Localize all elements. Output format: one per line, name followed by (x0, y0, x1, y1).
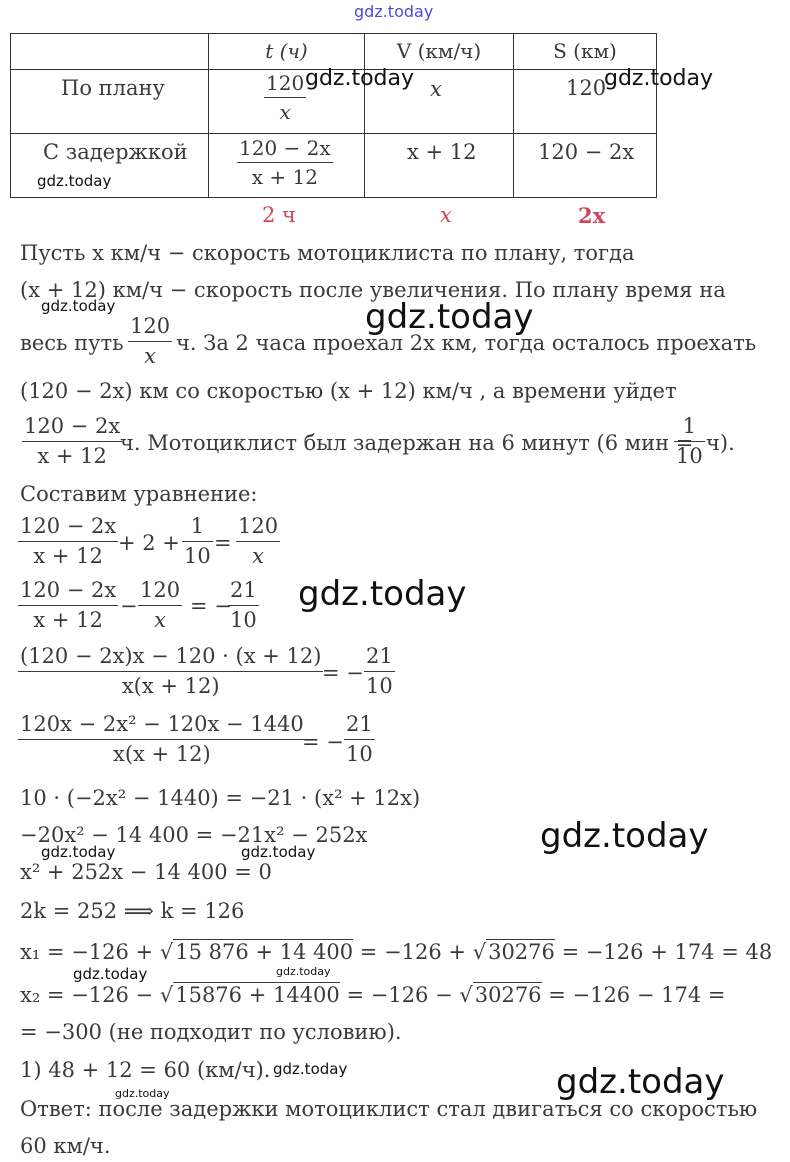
watermark: gdz.today (556, 1062, 725, 1102)
eq3-frac2: $\frac{21}{10}$ (366, 644, 393, 698)
watermark: gdz.today (365, 297, 534, 337)
eq12: 1) 48 + 12 = 60 (км/ч). (20, 1058, 271, 1082)
text-line-3a: весь путь (20, 331, 124, 355)
eq6: −20x² − 14 400 = −21x² − 252x (20, 823, 368, 847)
watermark: gdz.today (241, 843, 316, 861)
table-cell-row2-label: С задержкой gdz.today (11, 134, 209, 198)
eq4-frac1: $\frac{\text{120x − 2x² − 120x − 1440}}{x(x + 12)}$ (20, 712, 304, 766)
eq4-equals: = − (302, 730, 344, 754)
watermark: gdz.today (298, 574, 467, 614)
eq1-frac3: $\frac{120}{x}$ (238, 514, 279, 568)
eq5: 10 · (−2x² − 1440) = −21 · (x² + 12x) (20, 786, 421, 810)
eq3-frac1: $\frac{(120 - 2x)x - 120 \cdot (x + 12)}{x(x + 12)}$ (20, 644, 322, 698)
text-line-4: (120 − 2x) км со скоростью (x + 12) км/ч , а времени уйдет (20, 379, 677, 403)
watermark: gdz.today (540, 816, 709, 856)
table-header-empty (11, 34, 209, 70)
fraction-1-10: $\frac{1}{10}$ (676, 414, 703, 468)
watermark: gdz.today (37, 172, 112, 190)
watermark: gdz.today (305, 66, 415, 91)
eq1-mid: + 2 + (118, 531, 180, 555)
text-line-5b: ч. Мотоциклист был задержан на 6 минут (6 мин = (120, 431, 694, 455)
eq10-x2: x₂ = −126 − √15876 + 14400 = −126 − √30276 = −126 − 174 = (20, 983, 726, 1007)
watermark: gdz.today (273, 1060, 348, 1078)
eq1-frac1: $\frac{120 - 2x}{x + 12}$ (20, 514, 117, 568)
eq2-frac3: $\frac{21}{10}$ (230, 578, 257, 632)
eq2-minus: − (120, 594, 138, 618)
under-label-distance: 2x (578, 203, 606, 228)
text-line-1: Пусть x км/ч − скорость мотоциклиста по плану, тогда (20, 241, 635, 265)
table-cell-row1-label: По плану (11, 70, 209, 134)
watermark: gdz.today (604, 66, 714, 91)
fraction-120-x: $\frac{120}{x}$ (130, 314, 171, 368)
table-header-s: S (км) (514, 34, 657, 70)
eq11: = −300 (не подходит по условию). (20, 1020, 402, 1044)
answer-line-1: Ответ: после задержки мотоциклист стал двигаться со скоростью (20, 1097, 758, 1121)
watermark: gdz.today (276, 965, 331, 978)
eq2-frac1: $\frac{120 - 2x}{x + 12}$ (20, 578, 117, 632)
answer-line-2: 60 км/ч. (20, 1134, 111, 1158)
table-cell-row1-t: $\frac{120}{x}$ (209, 70, 365, 134)
eq1-equals: = (214, 531, 232, 555)
watermark: gdz.today (73, 965, 148, 983)
eq8: 2k = 252 ⟹ k = 126 (20, 899, 245, 923)
text-line-6: Составим уравнение: (20, 482, 258, 506)
eq3-equals: = − (322, 661, 364, 685)
table-cell-row1-v: x (365, 70, 514, 134)
table-cell-row1-s: 120 (514, 70, 657, 134)
watermark: gdz.today (41, 843, 116, 861)
text-line-5c: ч). (706, 431, 735, 455)
text-line-3b: ч. За 2 часа проехал 2x км, тогда осталось проехать (176, 331, 757, 355)
watermark: gdz.today (41, 297, 116, 315)
eq2-frac2: $\frac{120}{x}$ (140, 578, 181, 632)
eq2-equals: = − (190, 594, 232, 618)
eq9-x1: x₁ = −126 + √15 876 + 14 400 = −126 + √30276 = −126 + 174 = 48 (20, 940, 773, 964)
watermark: gdz.today (115, 1087, 170, 1100)
under-label-speed: x (440, 203, 452, 227)
fraction-remaining-time: $\frac{120 - 2x}{x + 12}$ (24, 414, 121, 468)
table-cell-row2-v: x + 12 (365, 134, 514, 198)
eq7: x² + 252x − 14 400 = 0 (20, 860, 272, 884)
table-header-t: t (ч) (209, 34, 365, 70)
table-header-v: V (км/ч) (365, 34, 514, 70)
text-line-2: (x + 12) км/ч − скорость после увеличения. По плану время на (20, 278, 726, 302)
eq1-frac2: $\frac{1}{10}$ (184, 514, 211, 568)
data-table (10, 33, 657, 198)
table-cell-row2-t: $\frac{120 - 2x}{x + 12}$ (209, 134, 365, 198)
table-cell-row2-s: 120 − 2x (514, 134, 657, 198)
eq4-frac2: $\frac{21}{10}$ (346, 712, 373, 766)
under-label-time: 2 ч (262, 203, 296, 227)
watermark-top: gdz.today (354, 2, 434, 21)
